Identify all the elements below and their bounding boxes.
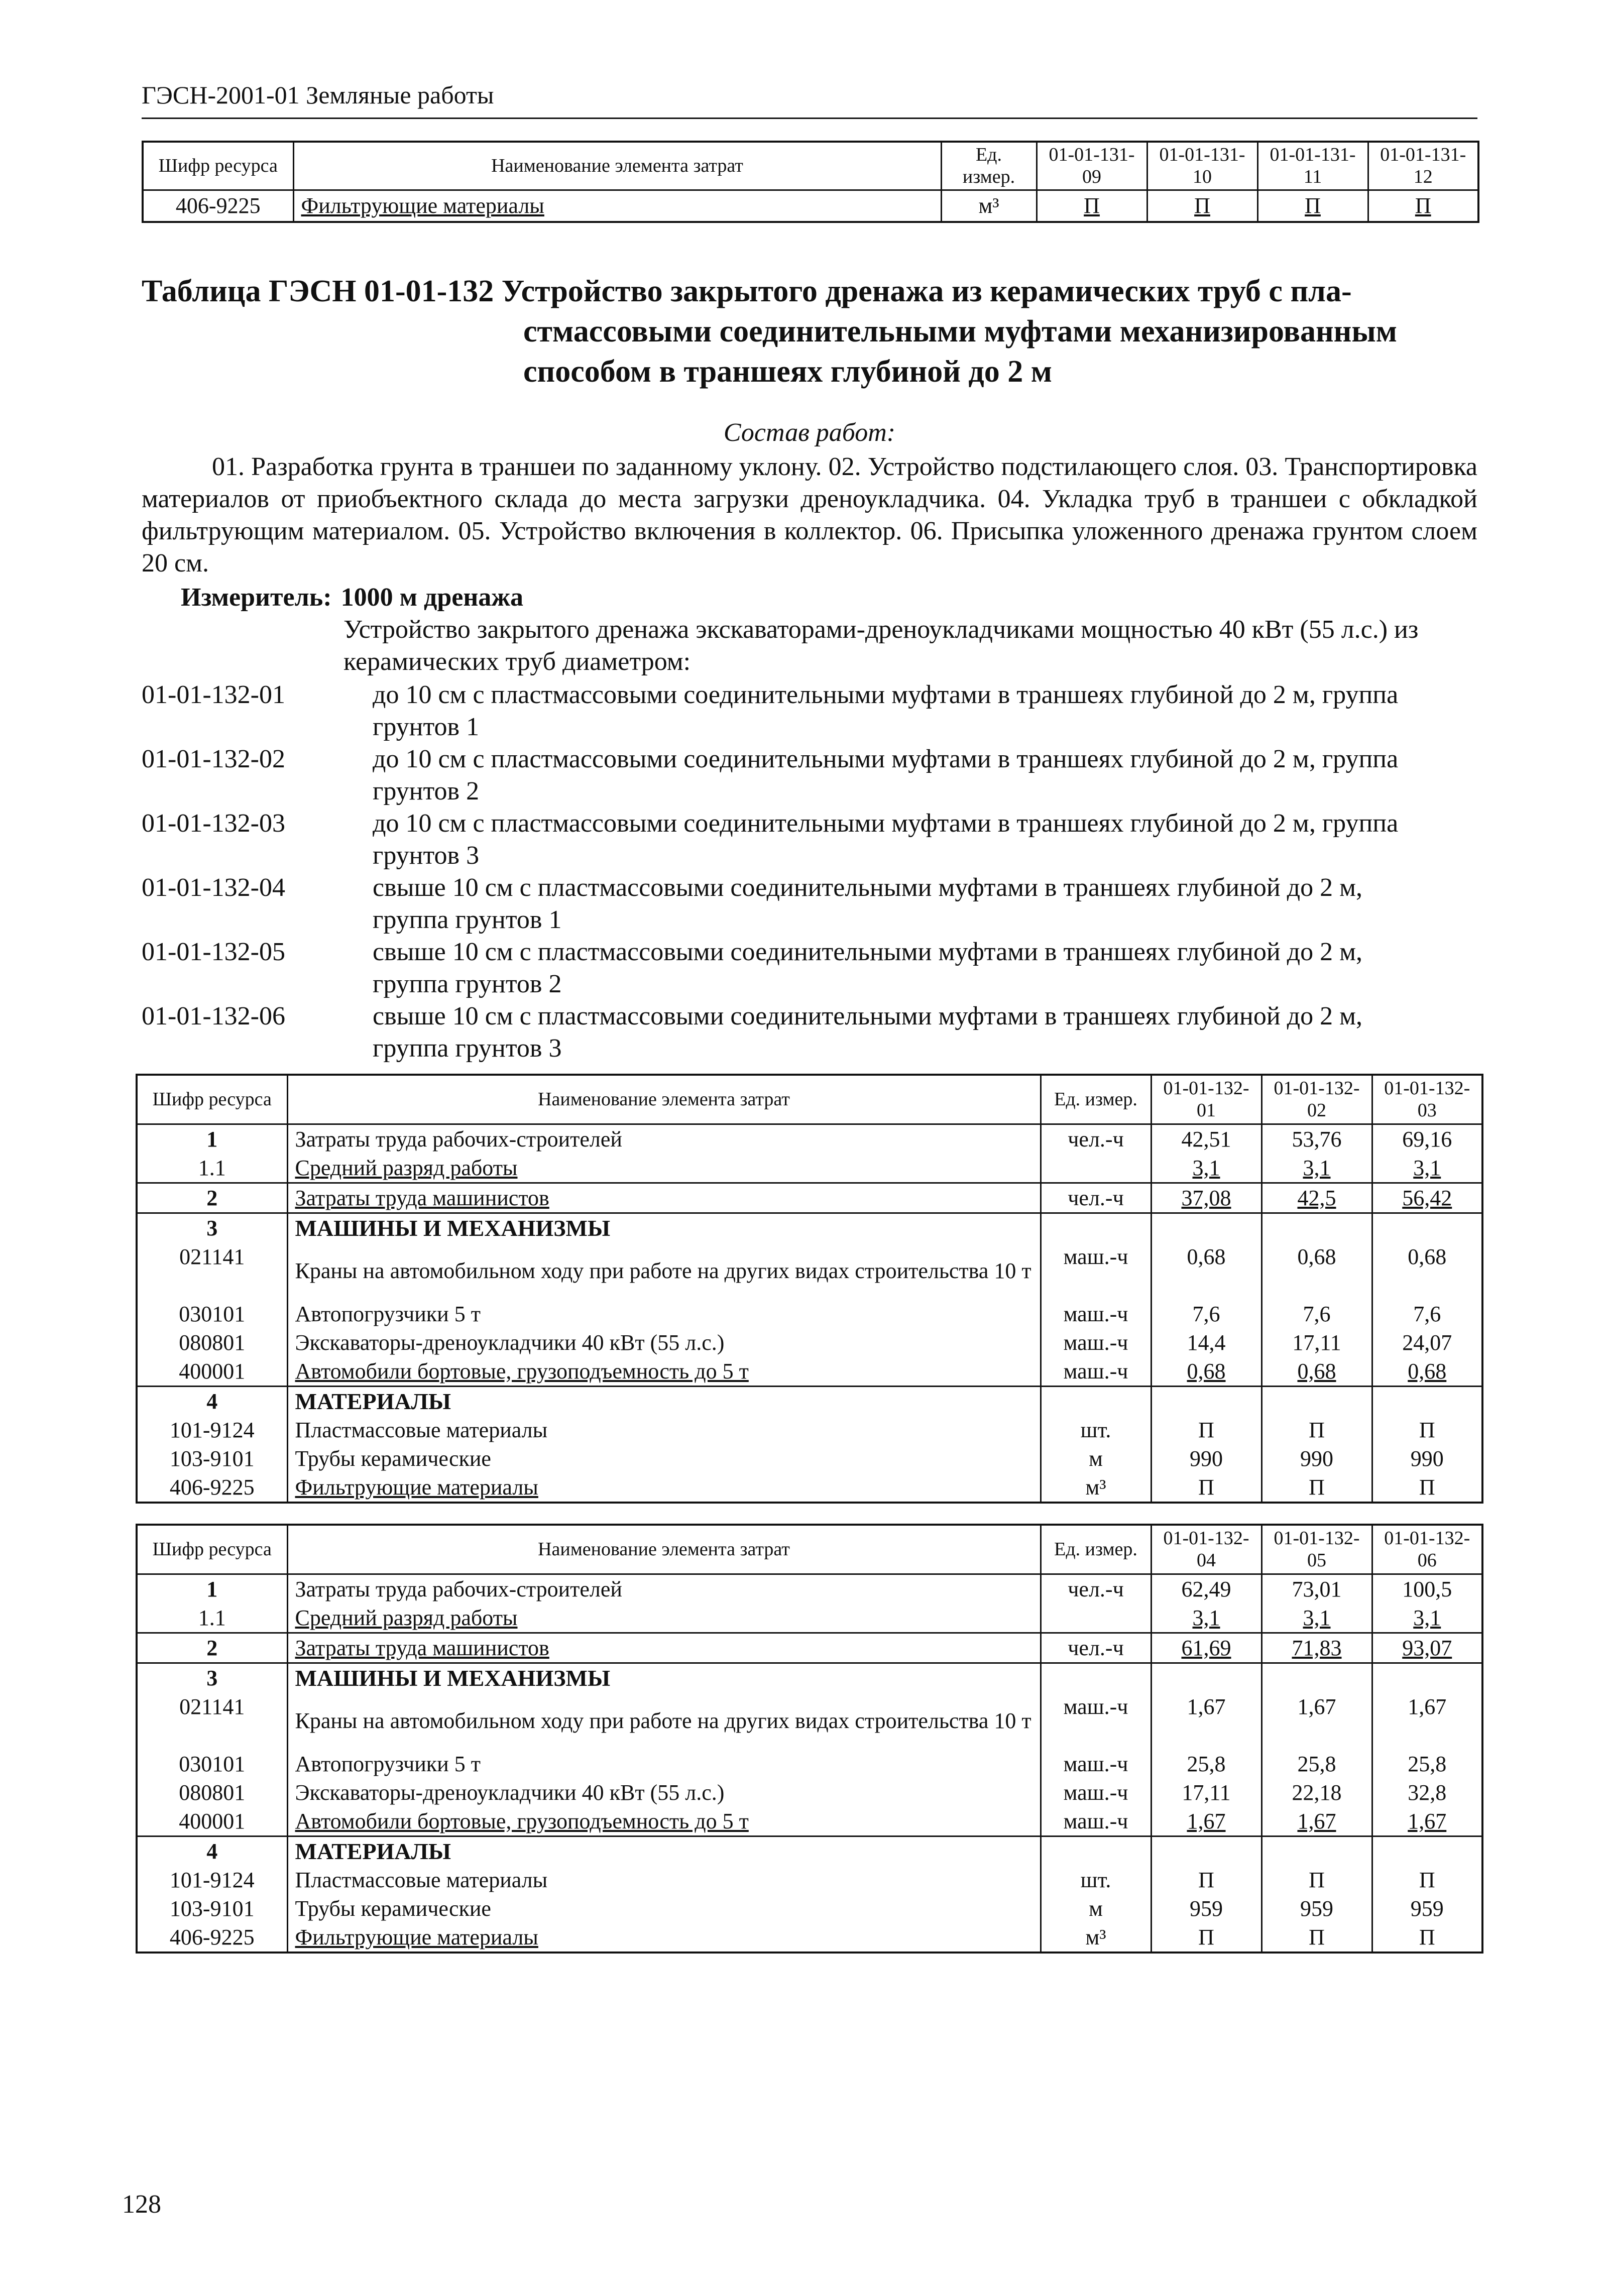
header-col: 01-01-131-10 bbox=[1147, 142, 1257, 190]
resource-value bbox=[1372, 1386, 1482, 1416]
resource-name: Фильтрующие материалы bbox=[287, 1473, 1041, 1503]
resource-code: 4 bbox=[137, 1386, 287, 1416]
resource-value: 61,69 bbox=[1151, 1633, 1261, 1663]
header-name: Наименование элемента затрат bbox=[293, 142, 941, 190]
table-row bbox=[137, 1444, 1482, 1473]
table-row bbox=[137, 1633, 1482, 1663]
resource-value: 1,67 bbox=[1151, 1807, 1261, 1836]
resource-value: П bbox=[1368, 190, 1478, 222]
resource-value: П bbox=[1372, 1416, 1482, 1444]
meter bbox=[181, 583, 523, 612]
resource-value: 0,68 bbox=[1261, 1242, 1372, 1300]
section-heading: МАТЕРИАЛЫ bbox=[287, 1386, 1041, 1416]
header-unit: Ед. измер. bbox=[941, 142, 1037, 190]
variant-line: свыше 10 см с пластмассовыми соединительными муфтами в траншеях глубиной до 2 м, bbox=[373, 938, 1363, 966]
resource-value: 990 bbox=[1372, 1444, 1482, 1473]
resource-name: Средний разряд работы bbox=[287, 1603, 1041, 1633]
header-col: 01-01-131-11 bbox=[1257, 142, 1368, 190]
header-name: Наименование элемента затрат bbox=[287, 1525, 1041, 1574]
table-row-section bbox=[137, 1836, 1482, 1866]
resource-name: Экскаваторы-дреноукладчики 40 кВт (55 л.с.) bbox=[287, 1778, 1041, 1807]
resource-value: 1,67 bbox=[1372, 1692, 1482, 1750]
resource-value: П bbox=[1372, 1866, 1482, 1894]
resource-code: 1.1 bbox=[137, 1154, 287, 1183]
resource-code: 1.1 bbox=[137, 1603, 287, 1633]
meter-label: Измеритель: bbox=[181, 583, 332, 612]
resource-unit bbox=[1041, 1213, 1151, 1242]
section-heading: МАШИНЫ И МЕХАНИЗМЫ bbox=[287, 1663, 1041, 1692]
resource-value bbox=[1151, 1663, 1261, 1692]
meter-value: 1000 м дренажа bbox=[340, 583, 523, 612]
table-row bbox=[143, 190, 1478, 222]
resource-unit: м³ bbox=[1041, 1923, 1151, 1953]
resource-name: Автомобили бортовые, грузоподъемность до 5 т bbox=[287, 1357, 1041, 1387]
header-code: Шифр ресурса bbox=[137, 1525, 287, 1574]
resource-unit: м³ bbox=[1041, 1473, 1151, 1503]
variant-code: 01-01-132-05 bbox=[142, 938, 285, 966]
variant-code: 01-01-132-04 bbox=[142, 873, 285, 902]
resource-value: 0,68 bbox=[1151, 1242, 1261, 1300]
table-row bbox=[137, 1357, 1482, 1387]
header-col: 01-01-132-04 bbox=[1151, 1525, 1261, 1574]
resource-value: П bbox=[1151, 1923, 1261, 1953]
resource-value: 71,83 bbox=[1261, 1633, 1372, 1663]
resource-name: Затраты труда машинистов bbox=[287, 1633, 1041, 1663]
table-row-section bbox=[137, 1663, 1482, 1692]
resource-code: 103-9101 bbox=[137, 1894, 287, 1923]
resource-value: 73,01 bbox=[1261, 1574, 1372, 1603]
resource-value bbox=[1151, 1213, 1261, 1242]
table-title-prefix: Таблица ГЭСН 01-01-132 bbox=[142, 274, 494, 308]
resource-value: П bbox=[1261, 1923, 1372, 1953]
variants-intro: Устройство закрытого дренажа экскаваторами-дреноукладчиками мощностью 40 кВт (55 л.с.) из керамических труб диаметром: bbox=[343, 615, 1419, 676]
resource-value: 7,6 bbox=[1261, 1300, 1372, 1328]
resource-unit bbox=[1041, 1603, 1151, 1633]
resource-name: Автопогрузчики 5 т bbox=[287, 1300, 1041, 1328]
resource-name: Затраты труда рабочих-строителей bbox=[287, 1124, 1041, 1154]
resource-code: 021141 bbox=[137, 1242, 287, 1300]
resource-value: П bbox=[1037, 190, 1147, 222]
resource-value: П bbox=[1372, 1923, 1482, 1953]
resource-value: 7,6 bbox=[1151, 1300, 1261, 1328]
table-row bbox=[137, 1300, 1482, 1328]
variant-code: 01-01-132-01 bbox=[142, 680, 285, 709]
resource-unit: м³ bbox=[941, 190, 1037, 222]
resource-value: 1,67 bbox=[1372, 1807, 1482, 1836]
header-col: 01-01-132-03 bbox=[1372, 1075, 1482, 1124]
resource-code: 400001 bbox=[137, 1357, 287, 1387]
table-row bbox=[137, 1778, 1482, 1807]
resource-value: 62,49 bbox=[1151, 1574, 1261, 1603]
variant-line: группа грунтов 3 bbox=[373, 1034, 562, 1063]
variant-code: 01-01-132-03 bbox=[142, 809, 285, 838]
resource-value bbox=[1261, 1663, 1372, 1692]
resource-code: 080801 bbox=[137, 1328, 287, 1357]
resource-value: 32,8 bbox=[1372, 1778, 1482, 1807]
resource-name: Экскаваторы-дреноукладчики 40 кВт (55 л.с.) bbox=[287, 1328, 1041, 1357]
resource-value bbox=[1372, 1663, 1482, 1692]
resource-code: 1 bbox=[137, 1574, 287, 1603]
resource-name: Трубы керамические bbox=[287, 1894, 1041, 1923]
resource-unit: маш.-ч bbox=[1041, 1807, 1151, 1836]
resource-unit: маш.-ч bbox=[1041, 1328, 1151, 1357]
resource-value: 17,11 bbox=[1261, 1328, 1372, 1357]
resource-value: 0,68 bbox=[1151, 1357, 1261, 1387]
page-number: 128 bbox=[122, 2190, 161, 2219]
resource-name: Краны на автомобильном ходу при работе на других видах строительства 10 т bbox=[287, 1692, 1041, 1750]
table-title bbox=[142, 271, 1477, 392]
variant-line: до 10 см с пластмассовыми соединительными муфтами в траншеях глубиной до 2 м, группа bbox=[373, 745, 1399, 773]
header-name: Наименование элемента затрат bbox=[287, 1075, 1041, 1124]
resource-name: Пластмассовые материалы bbox=[287, 1866, 1041, 1894]
table-row bbox=[137, 1416, 1482, 1444]
composition-text: 01. Разработка грунта в траншеи по заданному уклону. 02. Устройство подстилающего слоя. 03. Транспортировка материалов от приобъектного склада до места загрузки дреноукладчика. 04. Укладка труб в траншеи с обкладкой фильтрующим материалом. 05. Устройство включения в коллектор. 06. Присыпка уложенного дренажа грунтом слоем 20 см. bbox=[142, 452, 1477, 578]
header-col: 01-01-132-02 bbox=[1261, 1075, 1372, 1124]
resource-unit: маш.-ч bbox=[1041, 1242, 1151, 1300]
resource-code: 021141 bbox=[137, 1692, 287, 1750]
table-row bbox=[137, 1183, 1482, 1213]
resource-value: 1,67 bbox=[1151, 1692, 1261, 1750]
resource-unit: чел.-ч bbox=[1041, 1633, 1151, 1663]
resource-code: 101-9124 bbox=[137, 1866, 287, 1894]
resource-value: 0,68 bbox=[1372, 1242, 1482, 1300]
resource-unit: чел.-ч bbox=[1041, 1574, 1151, 1603]
resource-value: 17,11 bbox=[1151, 1778, 1261, 1807]
table-row bbox=[137, 1574, 1482, 1603]
header-col: 01-01-132-05 bbox=[1261, 1525, 1372, 1574]
resource-unit: маш.-ч bbox=[1041, 1778, 1151, 1807]
section-heading: МАТЕРИАЛЫ bbox=[287, 1836, 1041, 1866]
composition-caption: Состав работ: bbox=[723, 418, 896, 447]
resource-name: Фильтрующие материалы bbox=[287, 1923, 1041, 1953]
table-row-section bbox=[137, 1386, 1482, 1416]
resource-code: 1 bbox=[137, 1124, 287, 1154]
resource-value: 25,8 bbox=[1261, 1750, 1372, 1778]
resource-code: 2 bbox=[137, 1183, 287, 1213]
resource-value: 0,68 bbox=[1372, 1357, 1482, 1387]
header-unit: Ед. измер. bbox=[1041, 1525, 1151, 1574]
table-row bbox=[137, 1154, 1482, 1183]
table-row bbox=[137, 1124, 1482, 1154]
resource-unit bbox=[1041, 1154, 1151, 1183]
variant-line: до 10 см с пластмассовыми соединительными муфтами в траншеях глубиной до 2 м, группа bbox=[373, 809, 1399, 838]
header-col: 01-01-131-09 bbox=[1037, 142, 1147, 190]
table-row bbox=[137, 1750, 1482, 1778]
variant-description bbox=[373, 808, 1477, 872]
resource-unit: шт. bbox=[1041, 1866, 1151, 1894]
resource-value: 7,6 bbox=[1372, 1300, 1482, 1328]
variant-description bbox=[373, 743, 1477, 808]
resource-name: Фильтрующие материалы bbox=[293, 190, 941, 222]
resource-value: 69,16 bbox=[1372, 1124, 1482, 1154]
resource-unit: маш.-ч bbox=[1041, 1357, 1151, 1387]
resource-value: 22,18 bbox=[1261, 1778, 1372, 1807]
header-col: 01-01-132-06 bbox=[1372, 1525, 1482, 1574]
resource-unit: чел.-ч bbox=[1041, 1124, 1151, 1154]
resource-value: 24,07 bbox=[1372, 1328, 1482, 1357]
table-row bbox=[137, 1807, 1482, 1836]
variant-description bbox=[373, 872, 1477, 936]
resource-value: 990 bbox=[1261, 1444, 1372, 1473]
table-row bbox=[137, 1894, 1482, 1923]
resource-name: Автопогрузчики 5 т bbox=[287, 1750, 1041, 1778]
variant-description bbox=[373, 936, 1477, 1000]
resource-value bbox=[1151, 1836, 1261, 1866]
resource-value: П bbox=[1257, 190, 1368, 222]
resource-name: Краны на автомобильном ходу при работе на других видах строительства 10 т bbox=[287, 1242, 1041, 1300]
resource-table bbox=[136, 1074, 1483, 1504]
resource-code: 4 bbox=[137, 1836, 287, 1866]
resource-value: 25,8 bbox=[1372, 1750, 1482, 1778]
resource-value bbox=[1261, 1836, 1372, 1866]
resource-value: 3,1 bbox=[1261, 1154, 1372, 1183]
resource-value: П bbox=[1151, 1473, 1261, 1503]
resource-code: 406-9225 bbox=[143, 190, 293, 222]
resource-unit: шт. bbox=[1041, 1416, 1151, 1444]
resource-value bbox=[1372, 1836, 1482, 1866]
resource-value: 14,4 bbox=[1151, 1328, 1261, 1357]
resource-value: 25,8 bbox=[1151, 1750, 1261, 1778]
resource-value: П bbox=[1261, 1416, 1372, 1444]
resource-value: 3,1 bbox=[1151, 1603, 1261, 1633]
resource-table bbox=[136, 1524, 1483, 1954]
resource-code: 406-9225 bbox=[137, 1923, 287, 1953]
resource-code: 080801 bbox=[137, 1778, 287, 1807]
resource-unit: маш.-ч bbox=[1041, 1300, 1151, 1328]
resource-value: П bbox=[1372, 1473, 1482, 1503]
header-col: 01-01-131-12 bbox=[1368, 142, 1478, 190]
resource-value: 53,76 bbox=[1261, 1124, 1372, 1154]
resource-unit: м bbox=[1041, 1894, 1151, 1923]
resource-code: 3 bbox=[137, 1663, 287, 1692]
header-col: 01-01-132-01 bbox=[1151, 1075, 1261, 1124]
resource-code: 101-9124 bbox=[137, 1416, 287, 1444]
resource-code: 406-9225 bbox=[137, 1473, 287, 1503]
table-title-line: способом в траншеях глубиной до 2 м bbox=[523, 355, 1053, 389]
page-header: ГЭСН-2001-01 Земляные работы bbox=[142, 80, 1477, 119]
table-row bbox=[137, 1242, 1482, 1300]
resource-unit: маш.-ч bbox=[1041, 1692, 1151, 1750]
resource-value: 0,68 bbox=[1261, 1357, 1372, 1387]
resource-value: 3,1 bbox=[1151, 1154, 1261, 1183]
resource-value: П bbox=[1147, 190, 1257, 222]
variant-description bbox=[373, 1000, 1477, 1065]
resource-code: 030101 bbox=[137, 1300, 287, 1328]
resource-unit: чел.-ч bbox=[1041, 1183, 1151, 1213]
resource-value: 1,67 bbox=[1261, 1692, 1372, 1750]
header-code: Шифр ресурса bbox=[137, 1075, 287, 1124]
resource-value bbox=[1261, 1213, 1372, 1242]
variant-line: до 10 см с пластмассовыми соединительными муфтами в траншеях глубиной до 2 м, группа bbox=[373, 680, 1399, 709]
resource-code: 030101 bbox=[137, 1750, 287, 1778]
header-code: Шифр ресурса bbox=[143, 142, 293, 190]
resource-value bbox=[1151, 1386, 1261, 1416]
resource-value: 93,07 bbox=[1372, 1633, 1482, 1663]
resource-value: П bbox=[1151, 1416, 1261, 1444]
variant-description bbox=[373, 679, 1477, 743]
variant-line: грунтов 3 bbox=[373, 841, 480, 870]
header-unit: Ед. измер. bbox=[1041, 1075, 1151, 1124]
resource-name: Трубы керамические bbox=[287, 1444, 1041, 1473]
variant-line: группа грунтов 2 bbox=[373, 970, 562, 998]
table-row bbox=[137, 1328, 1482, 1357]
resource-name: Средний разряд работы bbox=[287, 1154, 1041, 1183]
table-row bbox=[137, 1603, 1482, 1633]
resource-unit: м bbox=[1041, 1444, 1151, 1473]
resource-value: 959 bbox=[1151, 1894, 1261, 1923]
resource-value: 100,5 bbox=[1372, 1574, 1482, 1603]
resource-unit bbox=[1041, 1836, 1151, 1866]
resource-value: 1,67 bbox=[1261, 1807, 1372, 1836]
variant-code: 01-01-132-02 bbox=[142, 745, 285, 773]
resource-value: 959 bbox=[1261, 1894, 1372, 1923]
resource-code: 2 bbox=[137, 1633, 287, 1663]
resource-unit bbox=[1041, 1386, 1151, 1416]
resource-value: 990 bbox=[1151, 1444, 1261, 1473]
previous-table-continuation bbox=[142, 141, 1479, 223]
table-row-section bbox=[137, 1213, 1482, 1242]
resource-value bbox=[1372, 1213, 1482, 1242]
resource-name: Пластмассовые материалы bbox=[287, 1416, 1041, 1444]
variant-code: 01-01-132-06 bbox=[142, 1002, 285, 1030]
variant-line: свыше 10 см с пластмассовыми соединительными муфтами в траншеях глубиной до 2 м, bbox=[373, 1002, 1363, 1030]
resource-value: 42,5 bbox=[1261, 1183, 1372, 1213]
resource-value: 56,42 bbox=[1372, 1183, 1482, 1213]
variant-line: грунтов 1 bbox=[373, 713, 480, 741]
resource-value: П bbox=[1261, 1473, 1372, 1503]
resource-value: 3,1 bbox=[1372, 1603, 1482, 1633]
table-row bbox=[137, 1692, 1482, 1750]
table-row bbox=[137, 1473, 1482, 1503]
resource-code: 103-9101 bbox=[137, 1444, 287, 1473]
resource-name: Автомобили бортовые, грузоподъемность до 5 т bbox=[287, 1807, 1041, 1836]
resource-unit: маш.-ч bbox=[1041, 1750, 1151, 1778]
table-row bbox=[137, 1923, 1482, 1953]
resource-value: П bbox=[1261, 1866, 1372, 1894]
resource-value bbox=[1261, 1386, 1372, 1416]
resource-value: П bbox=[1151, 1866, 1261, 1894]
resource-code: 3 bbox=[137, 1213, 287, 1242]
table-row bbox=[137, 1866, 1482, 1894]
resource-unit bbox=[1041, 1663, 1151, 1692]
variant-line: грунтов 2 bbox=[373, 777, 480, 806]
table-title-line: Устройство закрытого дренажа из керамических труб с пла- bbox=[501, 274, 1352, 308]
section-heading: МАШИНЫ И МЕХАНИЗМЫ bbox=[287, 1213, 1041, 1242]
resource-value: 3,1 bbox=[1261, 1603, 1372, 1633]
variant-line: группа грунтов 1 bbox=[373, 905, 562, 934]
resource-value: 37,08 bbox=[1151, 1183, 1261, 1213]
variant-line: свыше 10 см с пластмассовыми соединительными муфтами в траншеях глубиной до 2 м, bbox=[373, 873, 1363, 902]
resource-value: 959 bbox=[1372, 1894, 1482, 1923]
resource-code: 400001 bbox=[137, 1807, 287, 1836]
resource-value: 42,51 bbox=[1151, 1124, 1261, 1154]
resource-value: 3,1 bbox=[1372, 1154, 1482, 1183]
table-title-line: стмассовыми соединительными муфтами механизированным bbox=[523, 314, 1398, 349]
resource-name: Затраты труда машинистов bbox=[287, 1183, 1041, 1213]
resource-name: Затраты труда рабочих-строителей bbox=[287, 1574, 1041, 1603]
